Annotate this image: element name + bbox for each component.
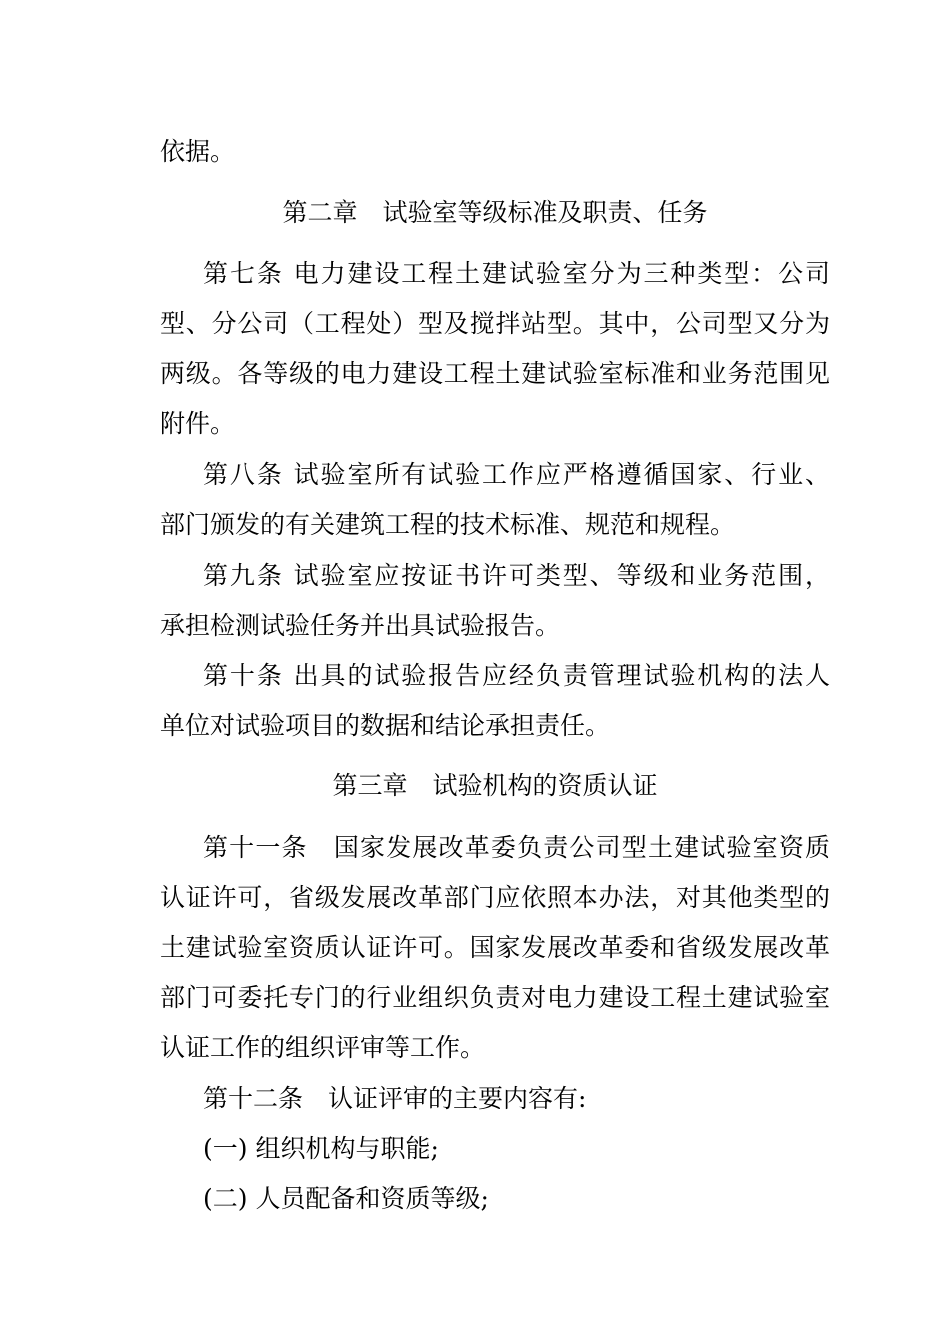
text-line: 附件。 bbox=[160, 409, 236, 438]
text-line: 单位对试验项目的数据和结论承担责任。 bbox=[160, 711, 611, 740]
text-line: 第八条 试验室所有试验工作应严格遵循国家、行业、 bbox=[203, 460, 830, 489]
text-line: 第十二条 认证评审的主要内容有: bbox=[203, 1084, 587, 1113]
text-line: 型、分公司（工程处）型及搅拌站型。其中，公司型又分为 bbox=[160, 309, 830, 338]
text-line: 第十条 出具的试验报告应经负责管理试验机构的法人 bbox=[203, 661, 830, 690]
chapter-heading: 第三章 试验机构的资质认证 bbox=[332, 771, 658, 800]
text-line: 认证工作的组织评审等工作。 bbox=[160, 1033, 486, 1062]
text-line: 第九条 试验室应按证书许可类型、等级和业务范围， bbox=[203, 561, 830, 590]
text-line: 依据。 bbox=[160, 137, 236, 166]
text-line: 认证许可，省级发展改革部门应依照本办法，对其他类型的 bbox=[160, 883, 830, 912]
text-line: 部门可委托专门的行业组织负责对电力建设工程土建试验室 bbox=[160, 983, 830, 1012]
text-line: 土建试验室资质认证许可。国家发展改革委和省级发展改革 bbox=[160, 933, 830, 962]
text-line: 两级。各等级的电力建设工程土建试验室标准和业务范围见 bbox=[160, 359, 830, 388]
text-line: 部门颁发的有关建筑工程的技术标准、规范和规程。 bbox=[160, 510, 736, 539]
chapter-heading: 第二章 试验室等级标准及职责、任务 bbox=[282, 198, 708, 227]
text-line: (一) 组织机构与职能; bbox=[203, 1134, 439, 1163]
text-line: 第七条 电力建设工程土建试验室分为三种类型：公司 bbox=[203, 259, 830, 288]
text-line: 承担检测试验任务并出具试验报告。 bbox=[160, 611, 561, 640]
text-line: 第十一条 国家发展改革委负责公司型土建试验室资质 bbox=[203, 833, 830, 862]
text-line: (二) 人员配备和资质等级; bbox=[203, 1184, 489, 1213]
